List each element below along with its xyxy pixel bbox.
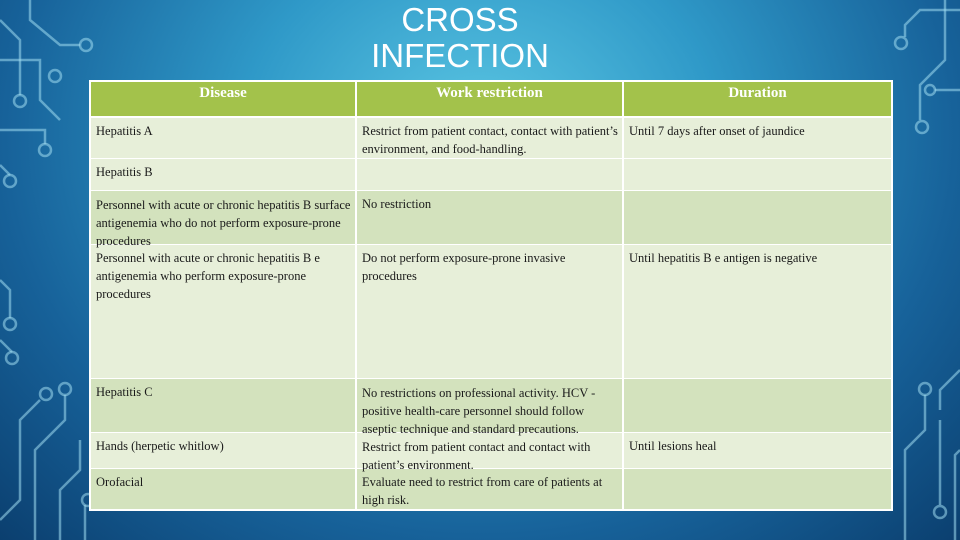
duration-cell xyxy=(623,379,892,433)
cross-infection-table xyxy=(89,80,893,511)
duration-cell: Until 7 days after onset of jaundice xyxy=(623,117,892,159)
table-row xyxy=(90,117,892,159)
table-header-row xyxy=(90,81,892,117)
duration-cell: Until lesions heal xyxy=(623,433,892,469)
restriction-cell: Do not perform exposure-prone invasive procedures xyxy=(356,245,623,379)
title-line-2: INFECTION xyxy=(371,37,549,74)
restriction-cell: Evaluate need to restrict from care of patients at high risk. xyxy=(356,469,623,511)
restriction-cell: No restriction xyxy=(356,191,623,245)
disease-cell xyxy=(90,191,356,248)
duration-cell: Until hepatitis B e antigen is negative xyxy=(623,245,892,379)
table-row xyxy=(90,191,892,245)
table-row xyxy=(90,469,892,511)
duration-cell xyxy=(623,191,892,245)
disease-cell: Hepatitis B xyxy=(90,159,356,191)
disease-cell: Orofacial xyxy=(90,469,356,511)
table-row xyxy=(90,159,892,191)
restriction-cell: Restrict from patient contact, contact with patient’s environment, and food-handling. xyxy=(356,117,623,159)
disease-cell: Hands (herpetic whitlow) xyxy=(90,433,356,469)
table-row xyxy=(90,245,892,379)
disease-cell: Personnel with acute or chronic hepatitis B e antigenemia who perform exposure-prone procedures xyxy=(90,245,356,379)
duration-cell xyxy=(623,469,892,511)
table-row xyxy=(90,379,892,433)
table-row xyxy=(90,433,892,469)
restriction-text: No restrictions on professional activity. HCV -positive health-care personnel should follow aseptic technique and standard precautions. xyxy=(362,386,596,436)
slide-title xyxy=(300,2,620,74)
restriction-text: Restrict from patient contact and contact with patient’s environment. xyxy=(362,440,591,472)
restriction-cell xyxy=(356,379,623,436)
header-disease: Disease xyxy=(90,81,356,117)
disease-cell: Hepatitis C xyxy=(90,379,356,433)
header-duration: Duration xyxy=(623,81,892,117)
disease-text: Personnel with acute or chronic hepatitis B surface antigenemia who do not perform exposure-prone procedures xyxy=(96,198,351,248)
title-line-1: CROSS xyxy=(401,1,519,38)
header-work-restriction: Work restriction xyxy=(356,81,623,117)
restriction-cell xyxy=(356,433,623,472)
restriction-cell xyxy=(356,159,623,191)
disease-cell: Hepatitis A xyxy=(90,117,356,159)
duration-cell xyxy=(623,159,892,191)
